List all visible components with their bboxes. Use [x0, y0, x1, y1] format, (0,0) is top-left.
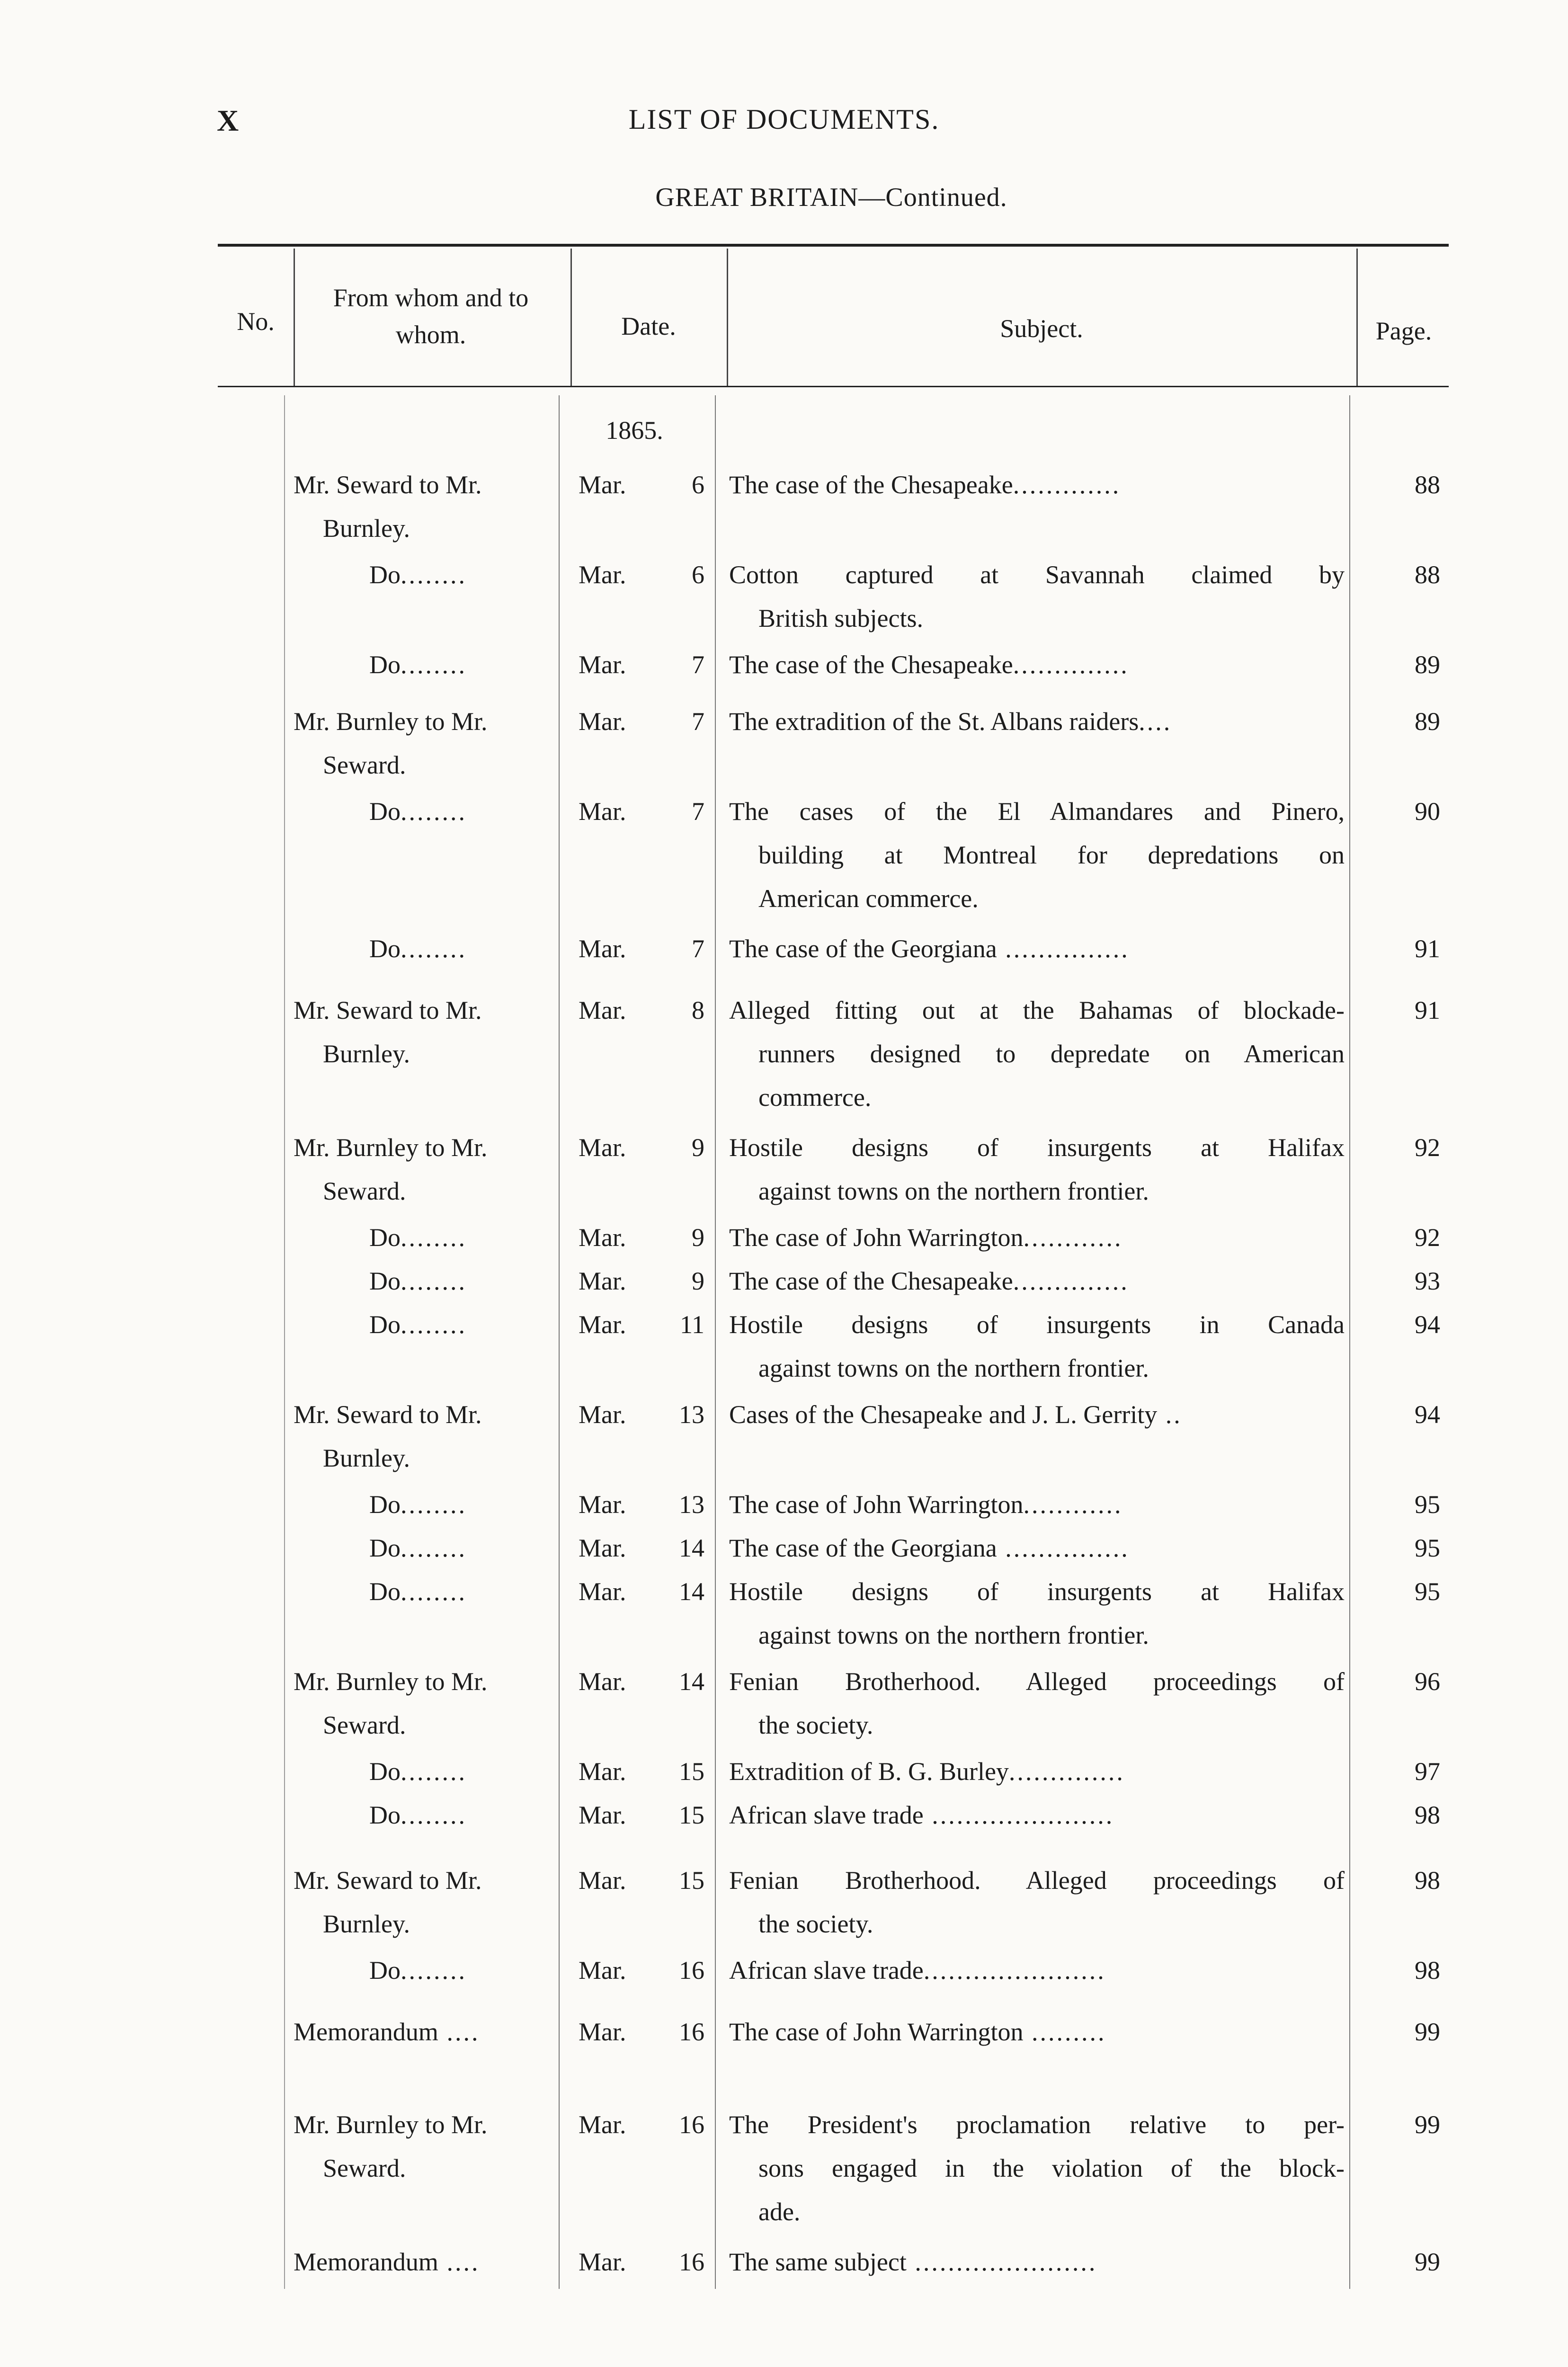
- column-divider: [1356, 249, 1358, 386]
- section-heading: GREAT BRITAIN—Continued.: [655, 183, 1007, 212]
- column-divider: [570, 249, 572, 386]
- column-header-subject: Subject.: [1000, 314, 1083, 343]
- column-divider: [294, 249, 295, 386]
- page-folio: X: [217, 104, 239, 137]
- column-header-page: Page.: [1375, 317, 1432, 345]
- column-divider: [1349, 395, 1350, 2289]
- column-divider: [284, 395, 285, 2289]
- table-top-rule: [218, 244, 1449, 247]
- column-header-date: Date.: [621, 312, 676, 340]
- year-label: 1865.: [606, 416, 663, 445]
- running-head: LIST OF DOCUMENTS.: [628, 104, 940, 135]
- column-divider: [715, 395, 716, 2289]
- header-bottom-rule: [218, 386, 1449, 387]
- column-header-no: No.: [237, 307, 275, 336]
- column-divider: [727, 249, 728, 386]
- column-header-from: From whom and to whom.: [333, 284, 529, 349]
- column-divider: [559, 395, 560, 2289]
